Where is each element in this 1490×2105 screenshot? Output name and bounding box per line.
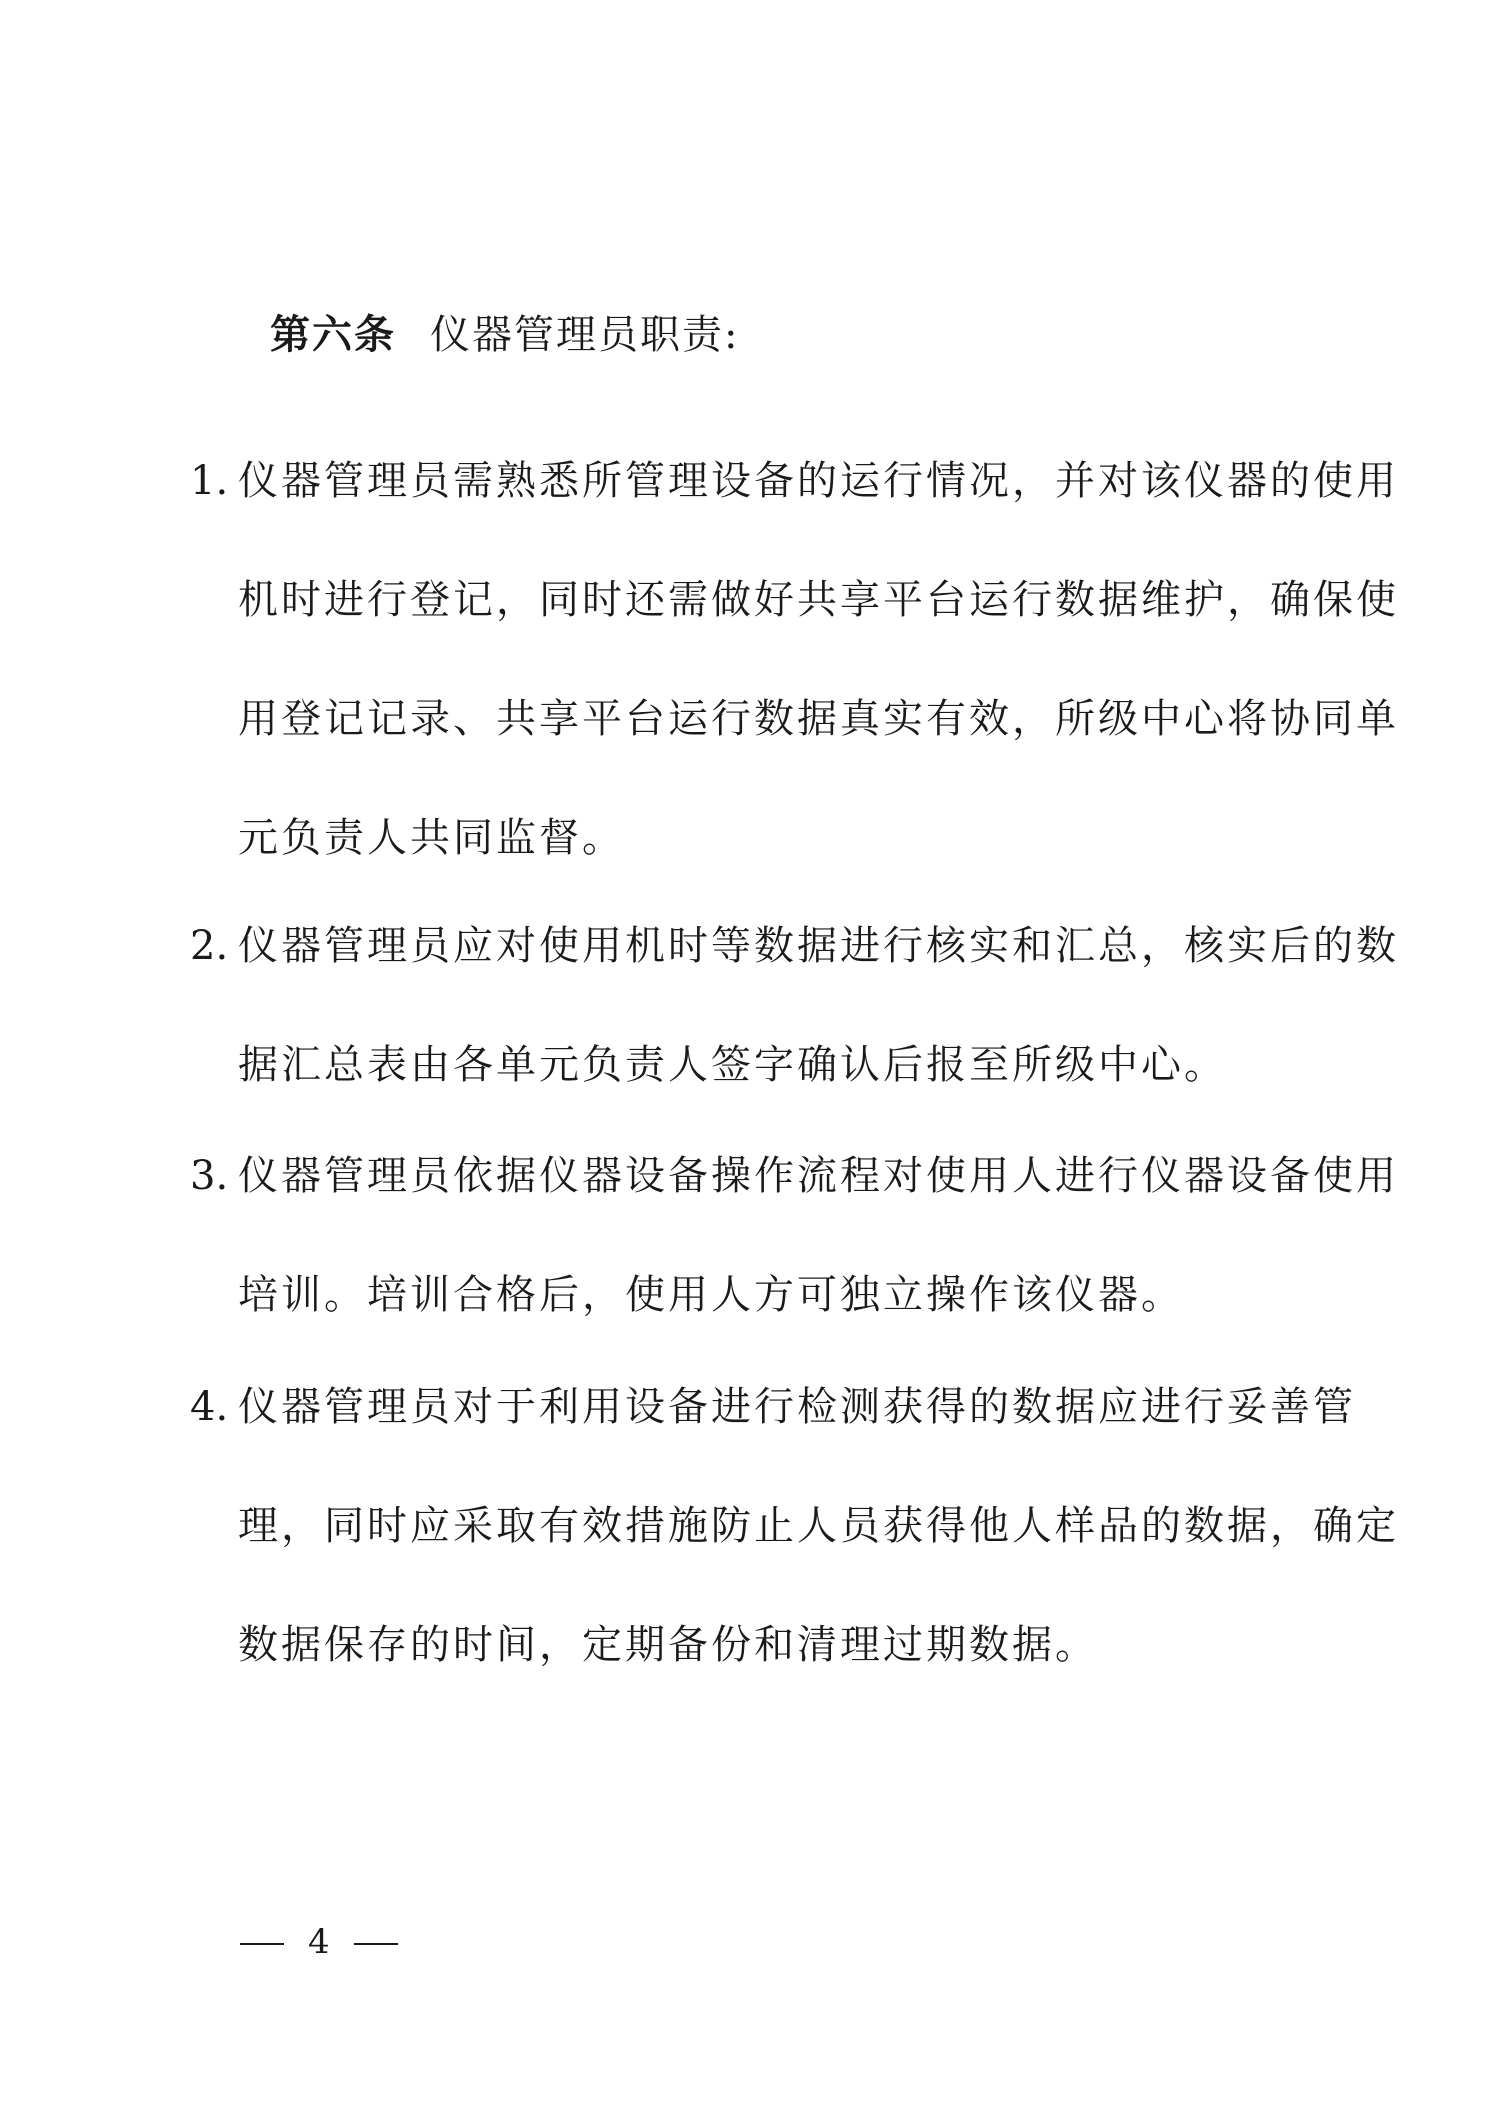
list-item-line: 理，同时应采取有效措施防止人员获得他人样品的数据，确定 [238,1503,1399,1549]
list-item-2 [190,916,1399,1154]
list-item-line: 元负责人共同监督。 [238,815,625,861]
list-item-3 [190,1146,1399,1384]
list-item-number: 2. [190,923,229,969]
page-number-dash-left [240,1943,284,1945]
list-item-line: 数据保存的时间，定期备份和清理过期数据。 [238,1622,1098,1668]
list-item-number: 4. [190,1384,229,1430]
page-number-value: 4 [308,1922,330,1962]
list-item-line: 2. 仪器管理员应对使用机时等数据进行核实和汇总，核实后的数 [190,916,1290,976]
list-item-line: 培训。培训合格后，使用人方可独立操作该仪器。 [238,1272,1184,1318]
list-item-4 [190,1377,1399,1734]
list-item-line: 据汇总表由各单元负责人签字确认后报至所级中心。 [238,1042,1227,1088]
list-item-1 [190,451,1399,927]
page-number-dash-right [354,1943,398,1945]
article-number: 第六条 [270,311,396,358]
list-item-line: 用登记记录、共享平台运行数据真实有效，所级中心将协同单 [238,696,1399,742]
list-item-number: 3. [190,1153,229,1199]
page-number [240,1917,398,1967]
list-item-line: 1. 仪器管理员需熟悉所管理设备的运行情况，并对该仪器的使用 [190,451,1290,511]
list-item-line: 4. 仪器管理员对于利用设备进行检测获得的数据应进行妥善管 [190,1377,1290,1437]
list-item-line: 3. 仪器管理员依据仪器设备操作流程对使用人进行仪器设备使用 [190,1146,1290,1206]
article-title: 仪器管理员职责: [430,312,740,358]
list-item-number: 1. [190,458,229,504]
list-item-line: 机时进行登记，同时还需做好共享平台运行数据维护，确保使 [238,577,1399,623]
article-heading [270,305,739,365]
